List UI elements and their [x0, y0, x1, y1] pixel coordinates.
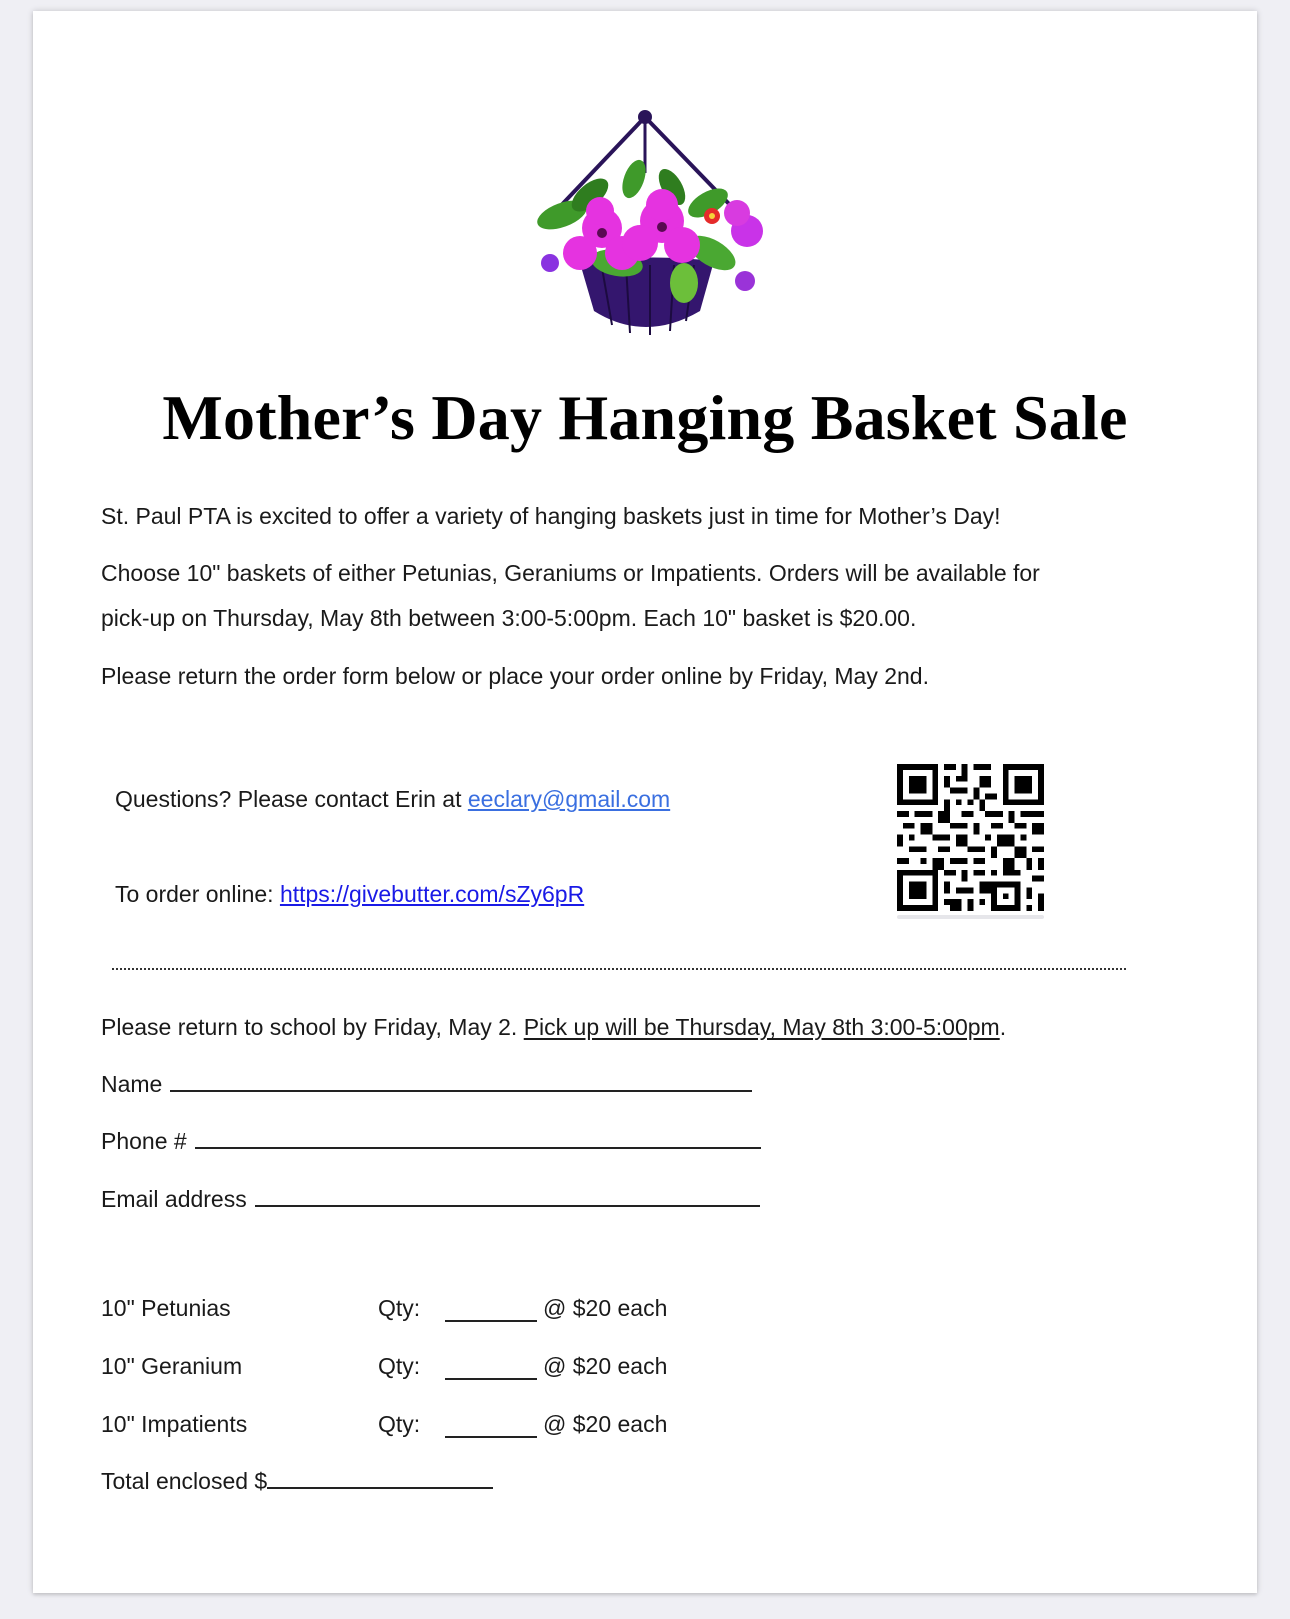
cut-line-divider — [112, 968, 1126, 970]
online-order-line — [115, 881, 584, 908]
product-price: @ $20 each — [543, 1411, 668, 1437]
name-field[interactable] — [101, 1071, 752, 1098]
total-field[interactable] — [101, 1468, 493, 1495]
return-note-line — [101, 1014, 1006, 1041]
intro-line-2: Choose 10" baskets of either Petunias, Geraniums or Impatients. Orders will be available for — [101, 560, 1040, 586]
intro-line-4: Please return the order form below or place your order online by Friday, May 2nd. — [101, 663, 929, 689]
page-title: Mother’s Day Hanging Basket Sale — [162, 382, 1128, 453]
product-name: 10" Geranium — [101, 1353, 243, 1379]
product-price: @ $20 each — [543, 1353, 668, 1379]
email-input-line[interactable] — [255, 1204, 760, 1207]
email-label: Email address — [101, 1186, 247, 1212]
product-price: @ $20 each — [543, 1295, 668, 1321]
product-name: 10" Impatients — [101, 1411, 248, 1437]
hanging-basket-illustration — [522, 103, 768, 339]
qr-shadow — [897, 915, 1044, 919]
qr-code-icon[interactable] — [897, 764, 1044, 911]
intro-line-3: pick-up on Thursday, May 8th between 3:00-5:00pm. Each 10" basket is $20.00. — [101, 605, 917, 631]
phone-field[interactable] — [101, 1128, 761, 1155]
qty-label: Qty: — [378, 1295, 421, 1321]
pickup-end: . — [999, 1014, 1007, 1040]
total-input-line[interactable] — [267, 1486, 493, 1489]
qty-label: Qty: — [378, 1411, 421, 1437]
qty-input-line[interactable] — [445, 1320, 537, 1322]
email-field[interactable] — [101, 1186, 760, 1213]
phone-label: Phone # — [101, 1128, 187, 1154]
flyer-page — [33, 11, 1257, 1593]
name-label: Name — [101, 1071, 163, 1097]
product-name: 10" Petunias — [101, 1295, 231, 1321]
pickup-note: Pick up will be Thursday, May 8th 3:00-5:00pm — [523, 1014, 1000, 1040]
return-note: Please return to school by Friday, May 2. — [101, 1014, 524, 1040]
qty-input-line[interactable] — [445, 1378, 537, 1380]
online-order-prefix: To order online: — [115, 881, 280, 907]
qty-label: Qty: — [378, 1353, 421, 1379]
contact-prefix: Questions? Please contact Erin at — [115, 786, 468, 812]
contact-email-link[interactable]: eeclary@gmail.com — [467, 786, 671, 812]
total-label: Total enclosed $ — [101, 1468, 268, 1494]
online-order-link[interactable]: https://givebutter.com/sZy6pR — [279, 881, 585, 907]
name-input-line[interactable] — [170, 1089, 752, 1092]
contact-line — [115, 786, 670, 813]
intro-line-1: St. Paul PTA is excited to offer a variety of hanging baskets just in time for Mother’s Day! — [101, 503, 1001, 529]
phone-input-line[interactable] — [195, 1146, 761, 1149]
qty-input-line[interactable] — [445, 1436, 537, 1438]
